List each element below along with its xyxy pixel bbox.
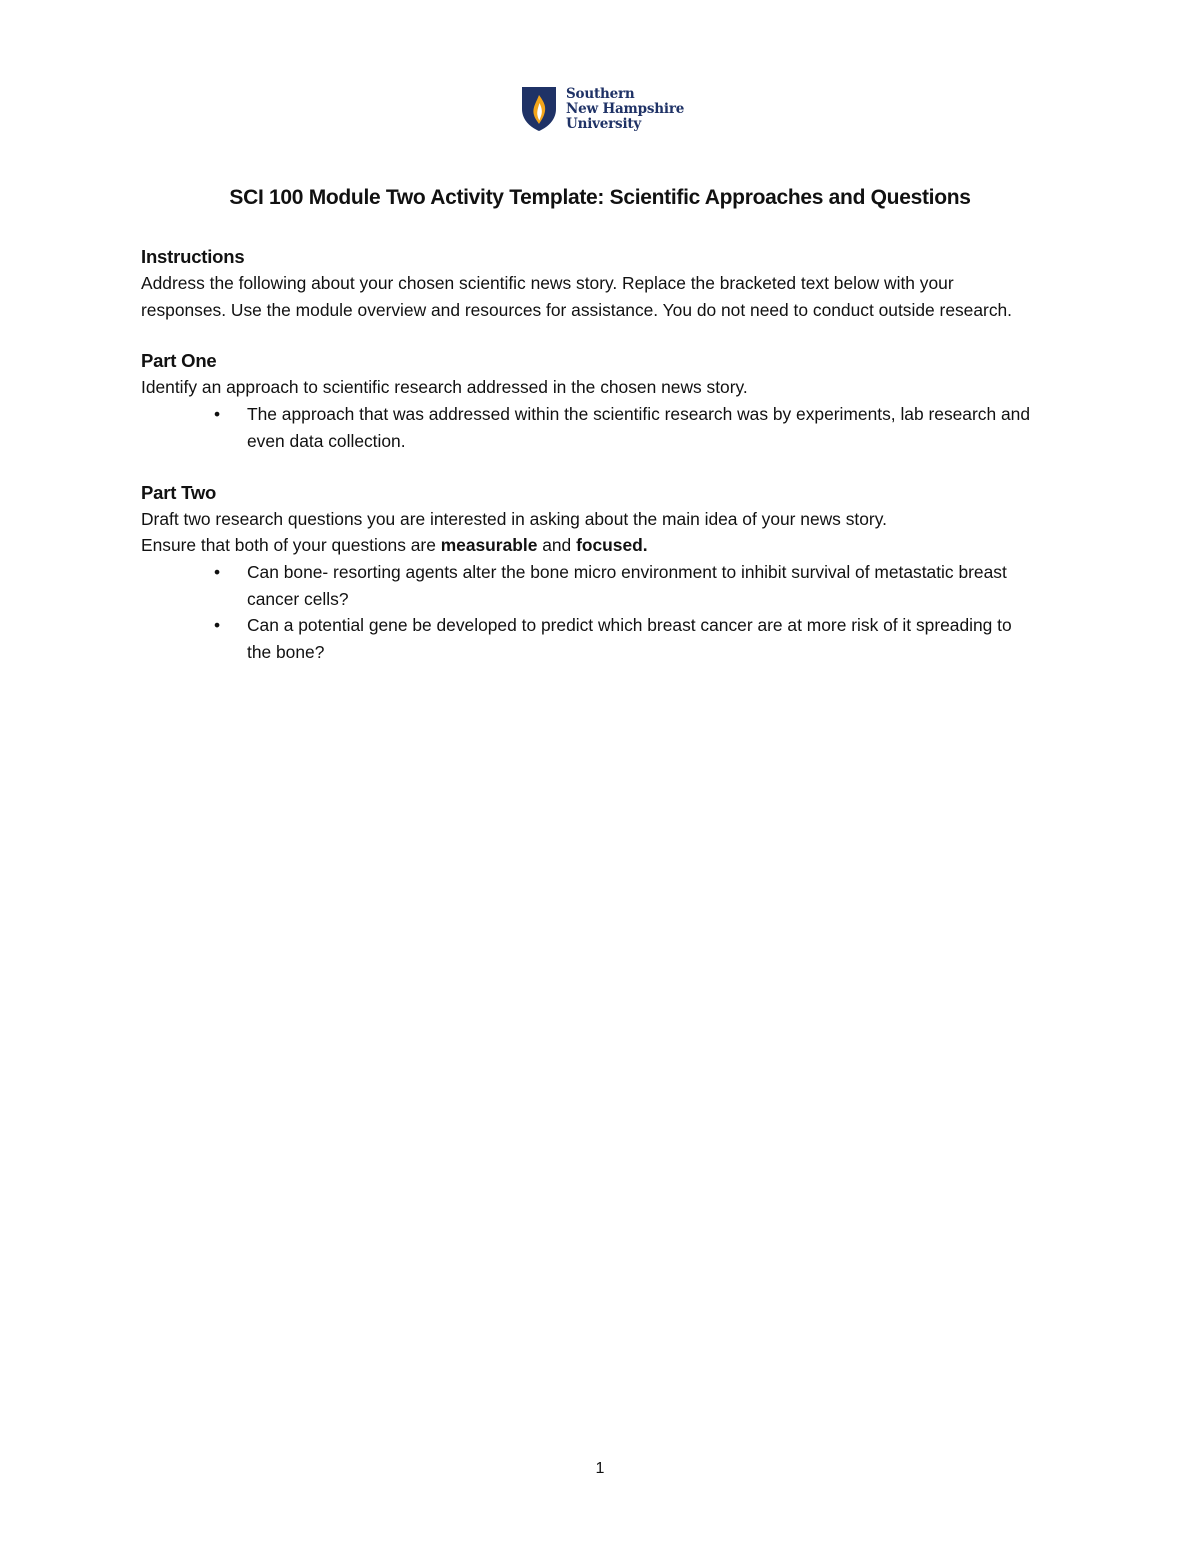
part-one-prompt: Identify an approach to scientific research addressed in the chosen news story.	[141, 377, 748, 398]
document-body	[141, 244, 1041, 666]
prompt-text-start: Ensure that both of your questions are	[141, 535, 441, 556]
bullet-icon: •	[213, 404, 221, 425]
list-item	[141, 401, 1041, 454]
part-two-heading: Part Two	[141, 481, 217, 503]
part-one-heading: Part One	[141, 350, 217, 372]
research-question-1: Can bone- resorting agents alter the bone micro environment to inhibit survival of metastatic breast cancer cells?	[247, 561, 1007, 609]
prompt-text-mid: and	[537, 535, 577, 556]
logo-wordmark	[566, 87, 684, 132]
bullet-icon: •	[213, 615, 221, 636]
university-logo	[520, 84, 690, 134]
instructions-heading: Instructions	[141, 246, 245, 267]
logo-line-2: New Hampshire	[566, 100, 685, 117]
emphasis-focused: focused	[576, 535, 643, 556]
list-item	[141, 559, 1041, 612]
shield-flame-icon	[520, 85, 558, 133]
list-item	[141, 612, 1041, 665]
emphasis-measurable: measurable	[440, 535, 538, 556]
page-number: 1	[595, 1460, 605, 1477]
logo-line-3: University	[566, 115, 642, 132]
instructions-text: Address the following about your chosen scientific news story. Replace the bracketed text below with your responses. Use the module overview and resources for assistance. You do not need to conduct outside research.	[141, 273, 1013, 320]
research-question-2: Can a potential gene be developed to predict which breast cancer are at more risk of it spreading to the bone?	[247, 615, 1012, 663]
part-two-bullet-list	[141, 559, 1041, 666]
part-two-prompt-line-2	[141, 532, 1041, 559]
part-one-answer: The approach that was addressed within the scientific research was by experiments, lab research and even data collection.	[247, 404, 1030, 451]
part-one-bullet-list	[141, 401, 1041, 454]
bullet-icon: •	[213, 561, 221, 582]
document-title: SCI 100 Module Two Activity Template: Scientific Approaches and Questions	[229, 186, 971, 209]
prompt-text-end: .	[642, 535, 648, 556]
part-two-prompt-line-1: Draft two research questions you are interested in asking about the main idea of your news story.	[141, 508, 887, 529]
logo-line-1: Southern	[566, 85, 635, 102]
